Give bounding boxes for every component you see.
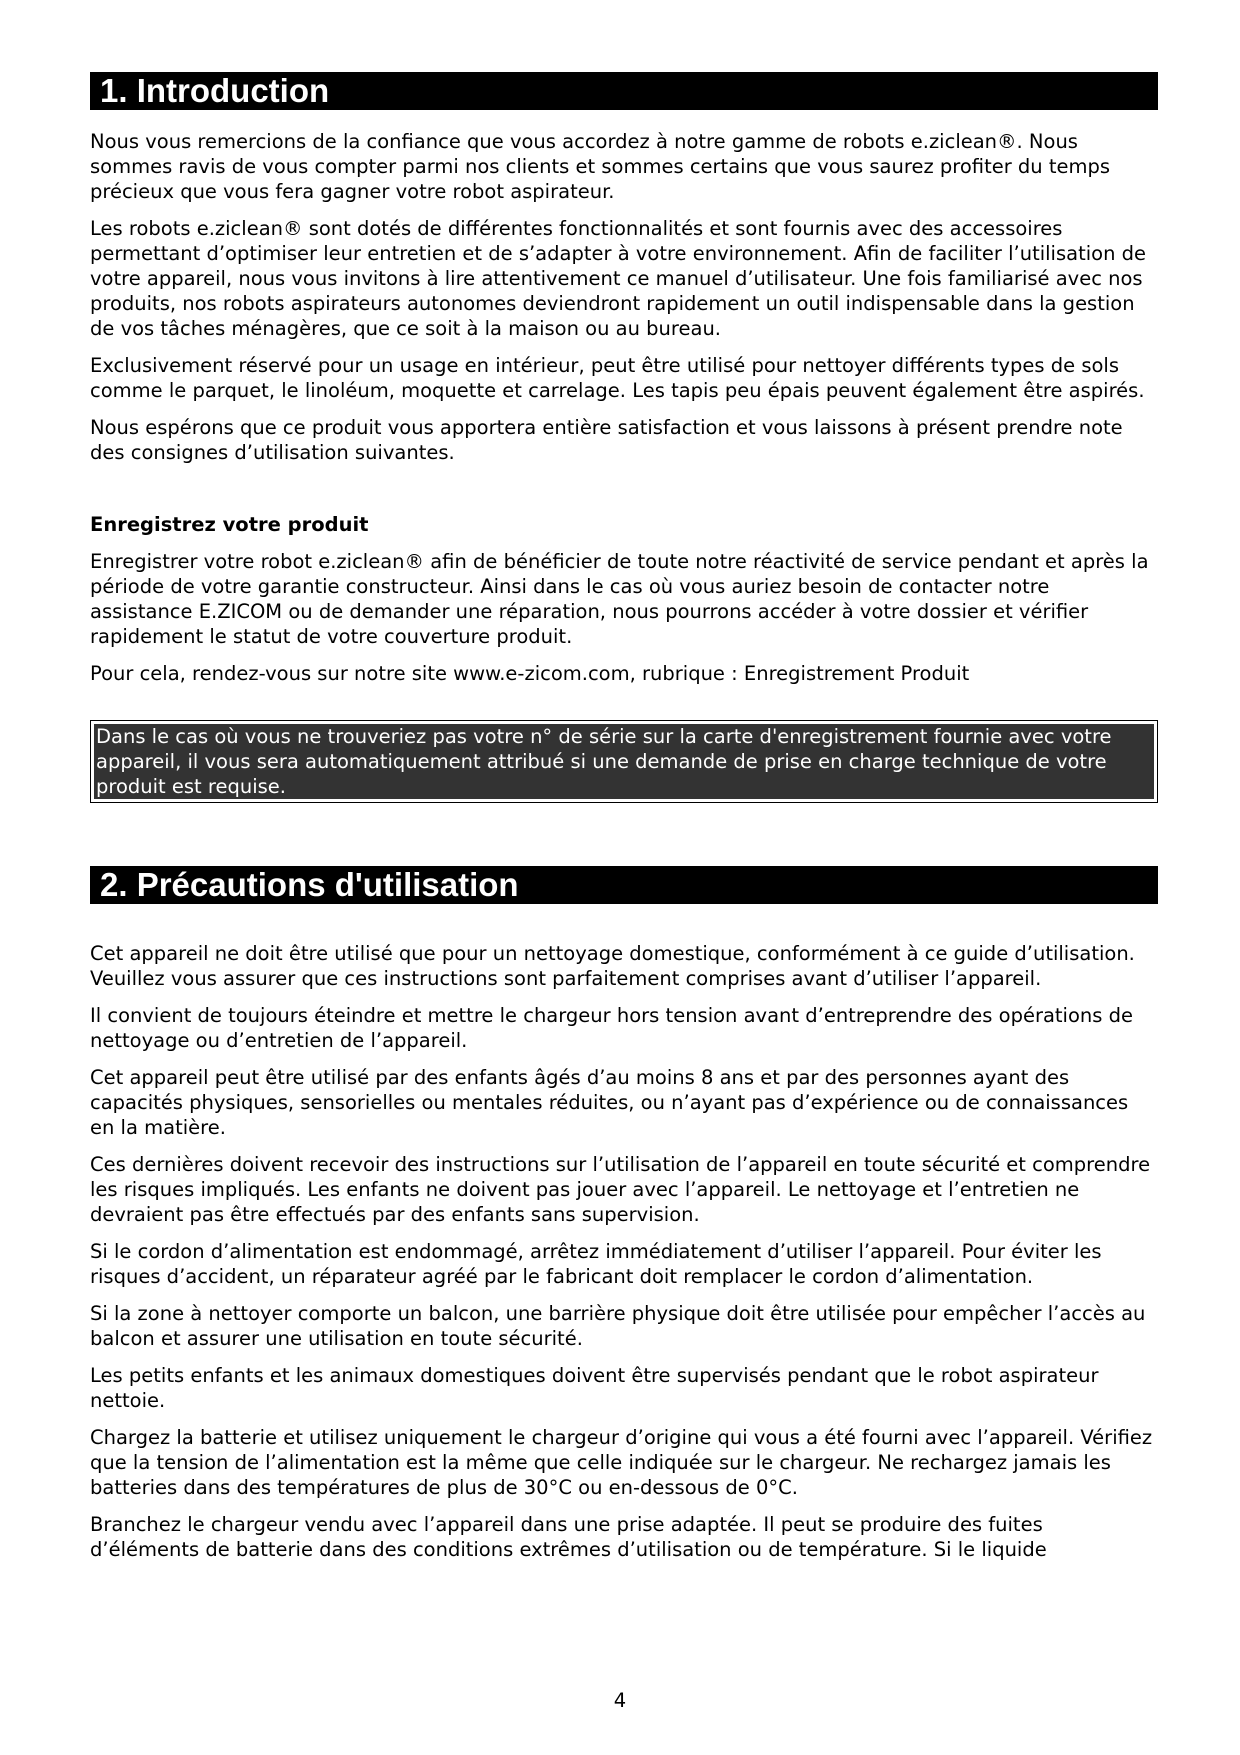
paragraph: Enregistrer votre robot e.ziclean® afin de bénéficier de toute notre réactivité de service pendant et après la période de votre garantie constructeur. Ainsi dans le cas où vous auriez besoin de contacter notre assistance E.ZICOM ou de demander une réparation, nous pourrons accéder à votre dossier et vérifier rapidement le statut de votre couverture produit. (90, 550, 1149, 648)
paragraph: Nous vous remercions de la confiance que vous accordez à notre gamme de robots e.ziclean®. Nous sommes ravis de vous compter parmi nos clients et sommes certains que vous saurez profiter du temps précieux que vous fera gagner votre robot aspirateur. (90, 130, 1111, 203)
register-product-heading: Enregistrez votre produit (90, 513, 369, 536)
paragraph: Pour cela, rendez-vous sur notre site www.e-zicom.com, rubrique : Enregistrement Produit (90, 662, 970, 685)
paragraph: Exclusivement réservé pour un usage en intérieur, peut être utilisé pour nettoyer différents types de sols comme le parquet, le linoléum, moquette et carrelage. Les tapis peu épais peuvent également être aspirés. (90, 354, 1145, 402)
paragraph: Cet appareil peut être utilisé par des enfants âgés d’au moins 8 ans et par des personnes ayant des capacités physiques, sensorielles ou mentales réduites, ou n’ayant pas d’expérience ou de connaissances en la matière. (90, 1066, 1129, 1139)
section-title-precautions: 2. Précautions d'utilisation (90, 866, 1158, 904)
paragraph: Chargez la batterie et utilisez uniquement le chargeur d’origine qui vous a été fourni avec l’appareil. Vérifiez que la tension de l’alimentation est la même que celle indiquée sur le chargeur. Ne rechargez jamais les batteries dans des températures de plus de 30°C ou en-dessous de 0°C. (90, 1426, 1153, 1499)
paragraph: Ces dernières doivent recevoir des instructions sur l’utilisation de l’appareil en toute sécurité et comprendre les risques impliqués. Les enfants ne doivent pas jouer avec l’appareil. Le nettoyage et l’entretien ne devraient pas être effectués par des enfants sans supervision. (90, 1153, 1151, 1226)
page-number: 4 (613, 1689, 627, 1712)
paragraph: Les petits enfants et les animaux domestiques doivent être supervisés pendant que le robot aspirateur nettoie. (90, 1364, 1099, 1412)
paragraph: Cet appareil ne doit être utilisé que pour un nettoyage domestique, conformément à ce guide d’utilisation. Veuillez vous assurer que ces instructions sont parfaitement comprises avant d’utiliser l’appareil. (90, 942, 1135, 990)
precautions-body (90, 941, 1158, 1562)
paragraph: Il convient de toujours éteindre et mettre le chargeur hors tension avant d’entreprendre des opérations de nettoyage ou d’entretien de l’appareil. (90, 1004, 1133, 1052)
paragraph: Les robots e.ziclean® sont dotés de différentes fonctionnalités et sont fournis avec des accessoires permettant d’optimiser leur entretien et de s’adapter à votre environnement. Afin de faciliter l’utilisation de votre appareil, nous vous invitons à lire attentivement ce manuel d’utilisateur. Une fois familiarisé avec nos produits, nos robots aspirateurs autonomes deviendront rapidement un outil indispensable dans la gestion de vos tâches ménagères, que ce soit à la maison ou au bureau. (90, 217, 1146, 340)
serial-number-notice (90, 720, 1158, 803)
paragraph: Branchez le chargeur vendu avec l’appareil dans une prise adaptée. Il peut se produire des fuites d’éléments de batterie dans des conditions extrêmes d’utilisation ou de température. Si le liquide (90, 1513, 1047, 1561)
introduction-body (90, 129, 1158, 465)
notice-text: Dans le cas où vous ne trouveriez pas votre n° de série sur la carte d'enregistrement fournie avec votre appareil, il vous sera automatiquement attribué si une demande de prise en charge technique de votre produit est requise. (94, 724, 1154, 799)
paragraph: Nous espérons que ce produit vous apportera entière satisfaction et vous laissons à présent prendre note des consignes d’utilisation suivantes. (90, 416, 1123, 464)
document-page (90, 72, 1158, 1562)
section-title-introduction: 1. Introduction (90, 72, 1158, 110)
paragraph: Si la zone à nettoyer comporte un balcon, une barrière physique doit être utilisée pour empêcher l’accès au balcon et assurer une utilisation en toute sécurité. (90, 1302, 1146, 1350)
register-product-body (90, 549, 1158, 686)
paragraph: Si le cordon d’alimentation est endommagé, arrêtez immédiatement d’utiliser l’appareil. Pour éviter les risques d’accident, un réparateur agréé par le fabricant doit remplacer le cordon d’alimentation. (90, 1240, 1102, 1288)
